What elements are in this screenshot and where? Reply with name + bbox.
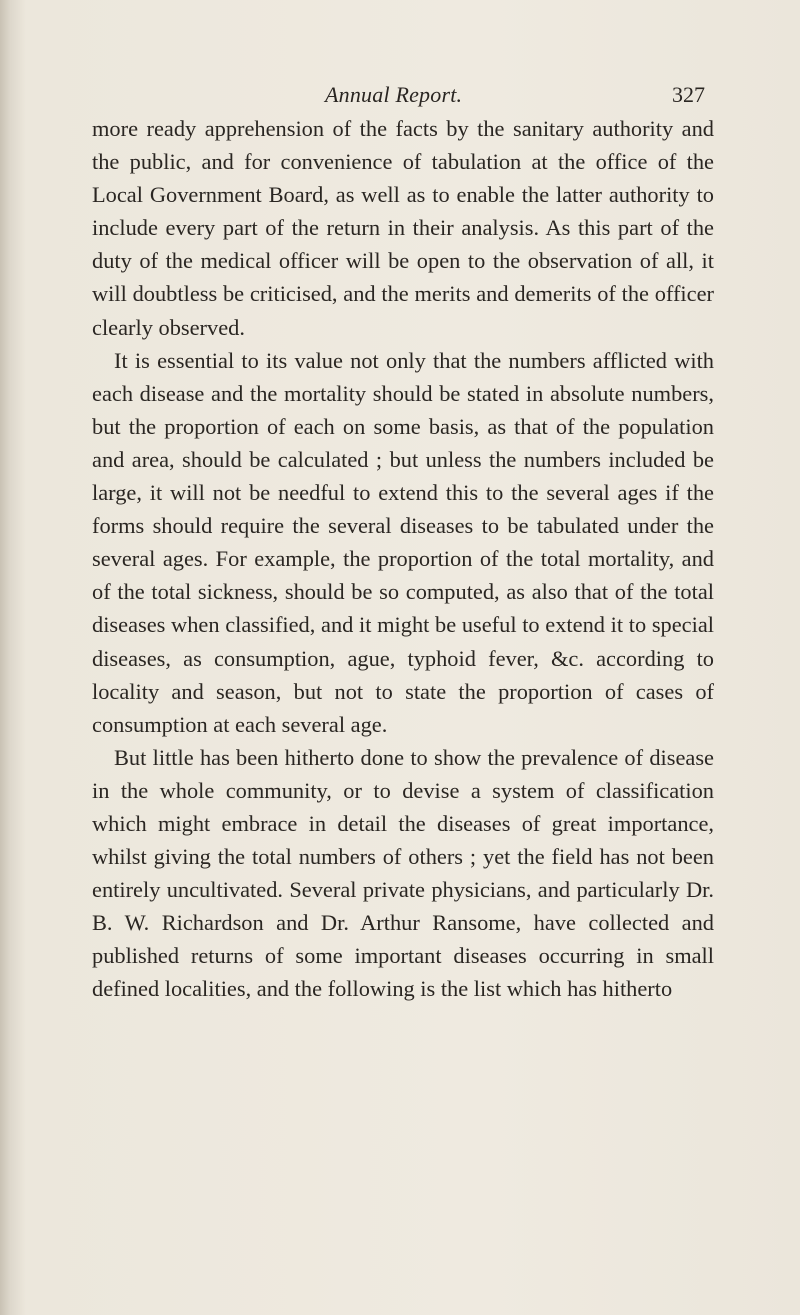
paragraph-1: more ready apprehension of the facts by the sanitary authority and the public, and for convenience of tabulation at the office of the Local Government Board, as well as to enable the latter authority to include every part of the return in their analysis. As this part of the duty of the medical officer will be open to the observation of all, it will doubtless be criticised, and the merits and demerits of the officer clearly observed. [92, 116, 714, 340]
running-title: Annual Report. [325, 82, 463, 107]
page-header [0, 82, 800, 112]
paragraph-2: It is essential to its value not only that the numbers afflicted with each disease and the mortality should be stated in absolute numbers, but the proportion of each on some basis, as that of the population and area, should be calculated ; but unless the numbers included be large, it will not be needful to extend this to the several ages if the forms should require the several diseases to be tabulated under the several ages. For example, the proportion of the total mortality, and of the total sickness, should be so computed, as also that of the total diseases when classified, and it might be useful to extend it to special diseases, as consumption, ague, typhoid fever, &c. according to locality and season, but not to state the proportion of cases of consumption at each several age. [92, 347, 714, 737]
page-number: 327 [672, 82, 705, 107]
paragraph-3: But little has been hitherto done to show the prevalence of disease in the whole community, or to devise a system of classification which might embrace in detail the diseases of great importance, whilst giving the total numbers of others ; yet the field has not been entirely uncultivated. Several private physicians, and particularly Dr. B. W. Richardson and Dr. Arthur Ransome, have collected and published returns of some important diseases occurring in small defined localities, and the following is the list which has hitherto [92, 744, 714, 1002]
body-text [92, 112, 714, 1006]
